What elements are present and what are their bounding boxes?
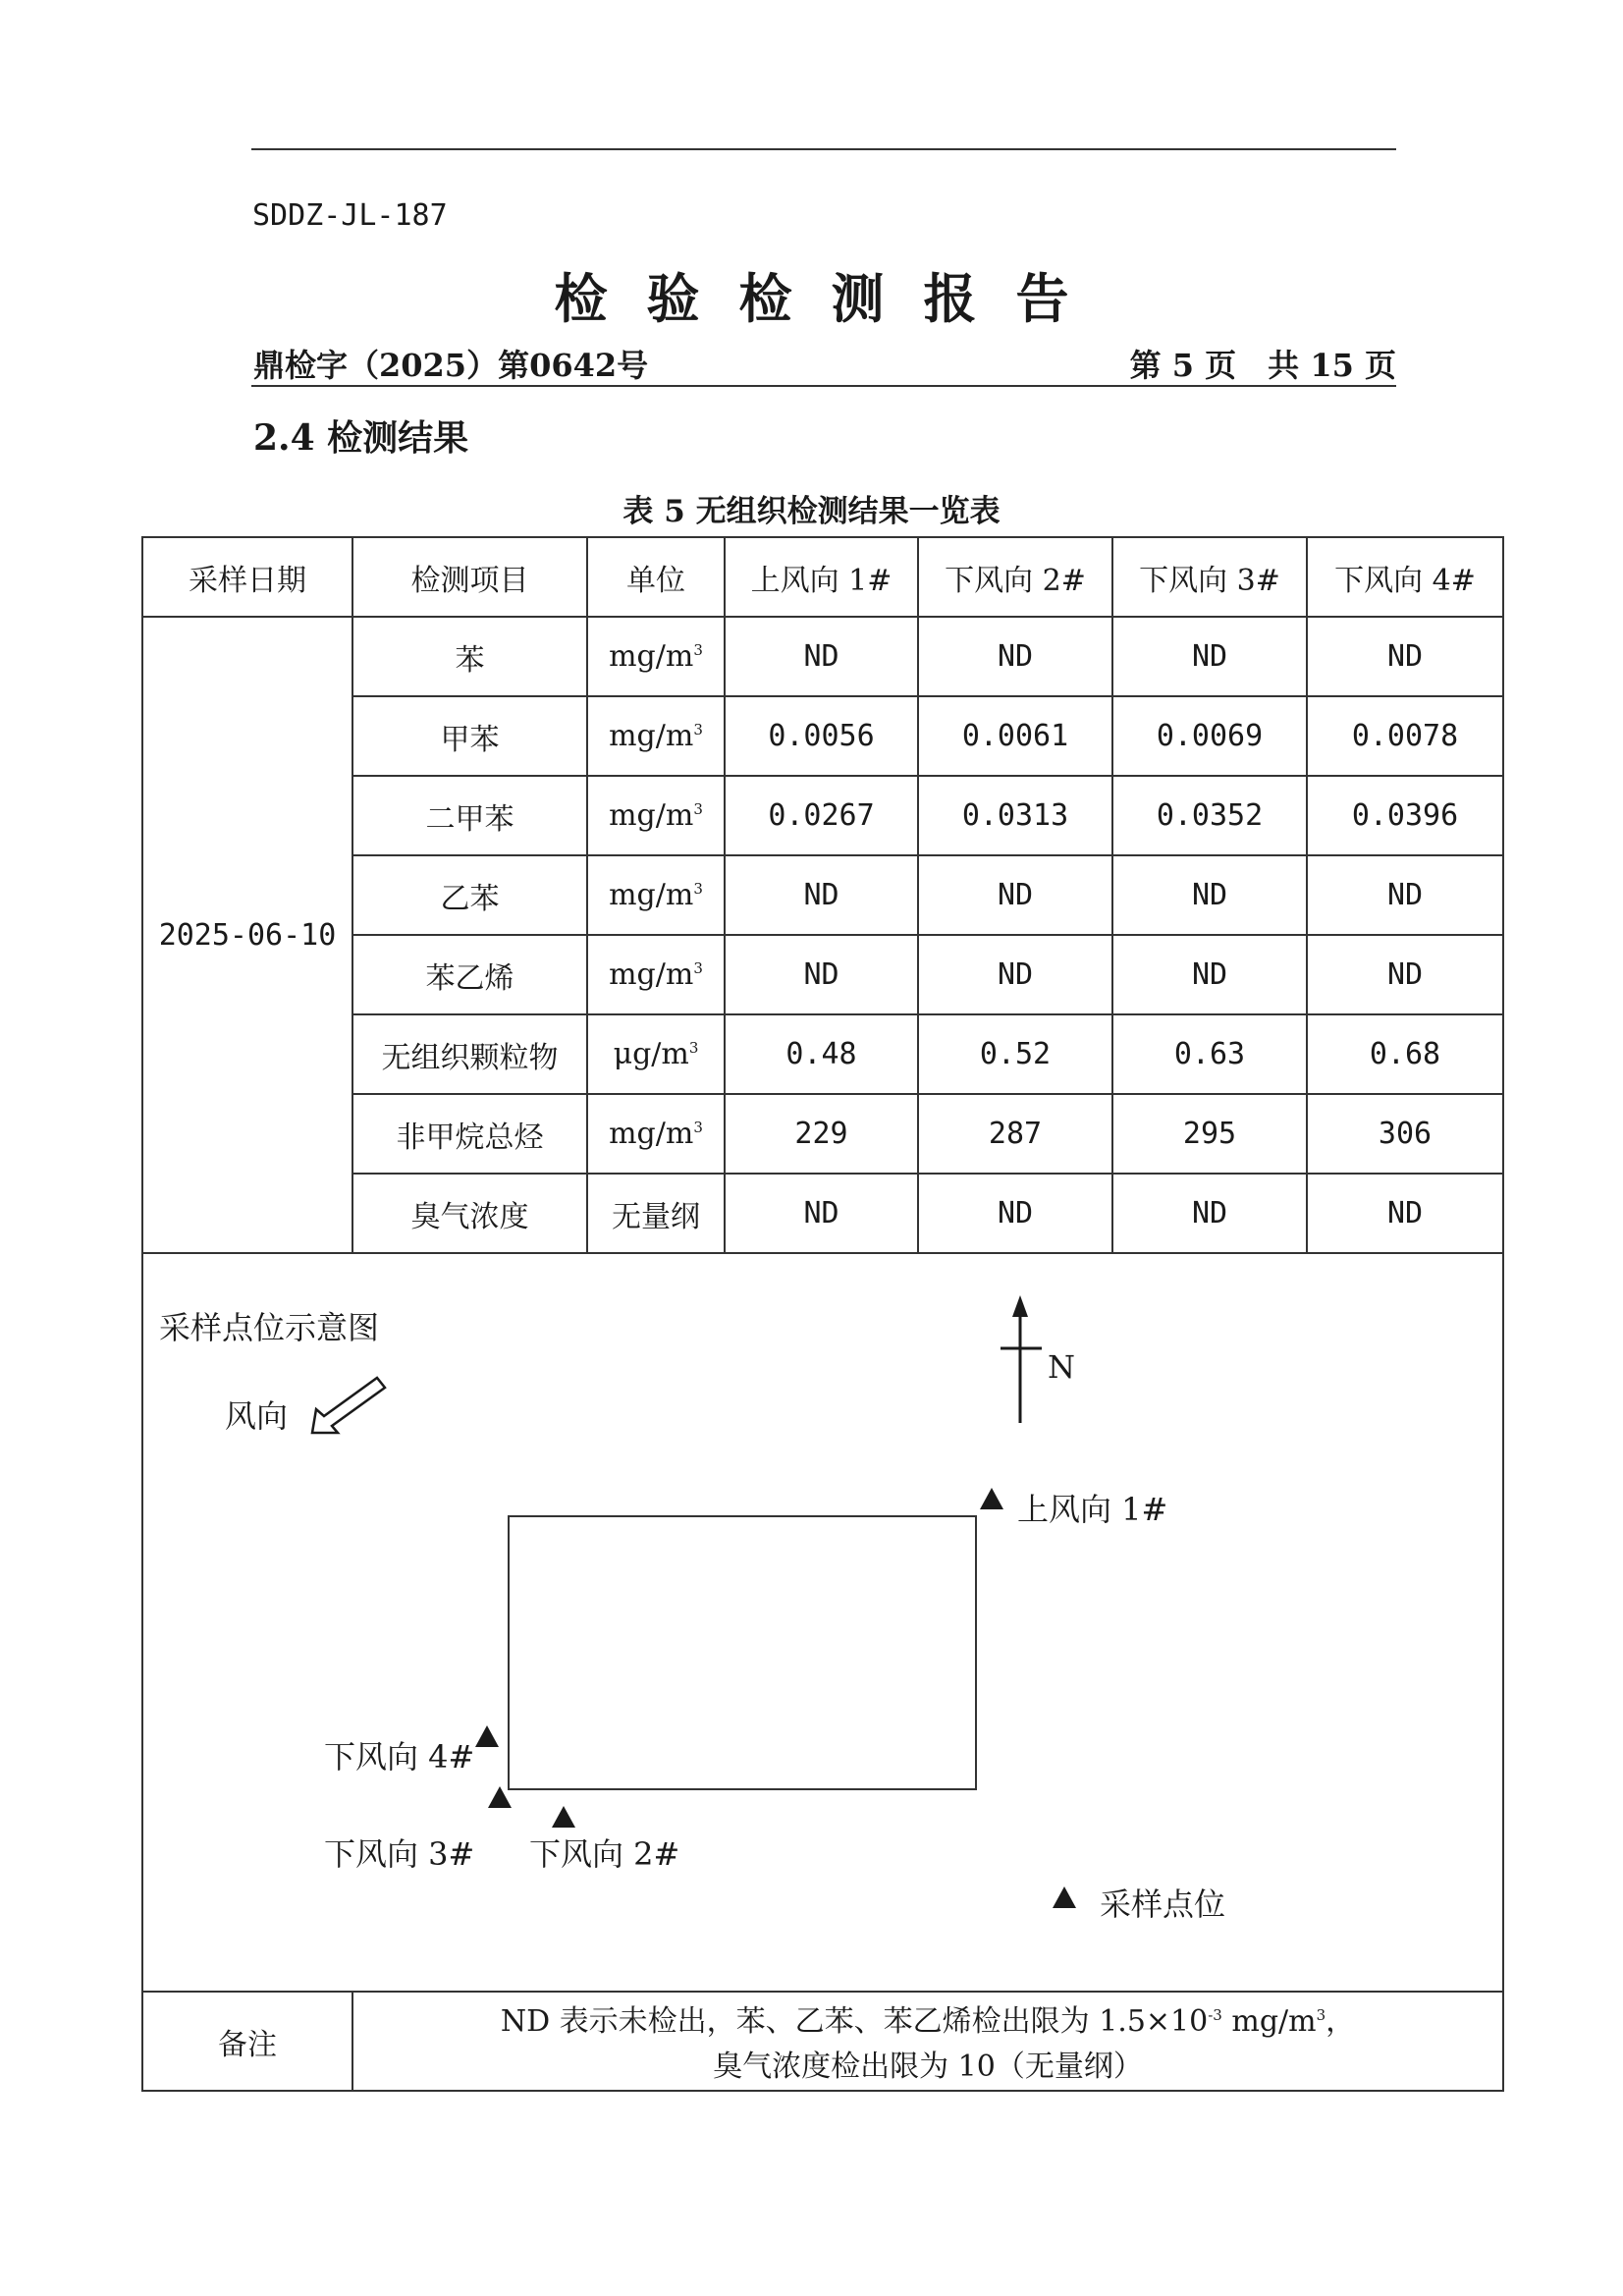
item-cell: 二甲苯	[352, 776, 587, 855]
sampling-diagram	[143, 1254, 1502, 1991]
value-cell: ND	[725, 935, 918, 1014]
column-header: 下风向 4#	[1307, 537, 1503, 617]
value-cell: 295	[1112, 1094, 1307, 1174]
report-title: 检验检测报告	[554, 267, 1109, 330]
value-cell: 306	[1307, 1094, 1503, 1174]
unit-cell	[587, 935, 725, 1014]
notes-line-1	[353, 1993, 1502, 2045]
value-cell: ND	[725, 1174, 918, 1253]
value-cell: ND	[1307, 855, 1503, 935]
unit-cell	[587, 776, 725, 855]
unit-cell	[587, 1094, 725, 1174]
unit-base: mg/m	[609, 957, 694, 992]
notes-label: 备注	[142, 1992, 352, 2091]
table-row	[142, 617, 1503, 696]
column-header: 检测项目	[352, 537, 587, 617]
value-cell: ND	[1307, 617, 1503, 696]
notes-line-2: 臭气浓度检出限为 10（无量纲）	[713, 2050, 1143, 2084]
value-cell: 229	[725, 1094, 918, 1174]
value-cell: 0.0267	[725, 776, 918, 855]
unit-sup: 3	[693, 641, 703, 659]
unit-base: 无量纲	[612, 1199, 700, 1234]
notes-unit-sup: 3	[1316, 2006, 1326, 2024]
value-cell: ND	[1307, 935, 1503, 1014]
north-arrow-icon	[991, 1291, 1050, 1429]
item-cell: 非甲烷总烃	[352, 1094, 587, 1174]
unit-base: mg/m	[609, 639, 694, 674]
column-header: 单位	[587, 537, 725, 617]
table-caption: 表 5 无组织检测结果一览表	[622, 494, 1001, 529]
value-cell: ND	[1112, 935, 1307, 1014]
value-cell: ND	[1307, 1174, 1503, 1253]
column-header: 上风向 1#	[725, 537, 918, 617]
unit-sup: 3	[693, 1119, 703, 1136]
legend-label: 采样点位	[1100, 1886, 1226, 1923]
wind-arrow-icon	[306, 1372, 395, 1441]
unit-cell	[587, 855, 725, 935]
legend-marker	[1053, 1886, 1076, 1908]
notes-content	[352, 1992, 1503, 2091]
value-cell: 0.0313	[918, 776, 1112, 855]
table-header-row	[142, 537, 1503, 617]
notes-exponent: -3	[1208, 2006, 1222, 2024]
value-cell: ND	[918, 1174, 1112, 1253]
value-cell: ND	[725, 617, 918, 696]
value-cell: ND	[1112, 855, 1307, 935]
wind-label: 风向	[225, 1397, 289, 1435]
item-cell: 无组织颗粒物	[352, 1014, 587, 1094]
sampling-diagram-cell	[142, 1253, 1503, 1992]
unit-base: mg/m	[609, 1117, 694, 1151]
sampling-point-1-marker	[980, 1488, 1003, 1509]
notes-row	[142, 1992, 1503, 2091]
value-cell: ND	[1112, 1174, 1307, 1253]
sampling-point-4-marker	[475, 1725, 499, 1747]
value-cell: ND	[918, 935, 1112, 1014]
north-label: N	[1048, 1348, 1075, 1386]
sampling-point-3-marker	[488, 1786, 512, 1808]
value-cell: 0.0069	[1112, 696, 1307, 776]
value-cell: ND	[1112, 617, 1307, 696]
item-cell: 臭气浓度	[352, 1174, 587, 1253]
unit-cell	[587, 617, 725, 696]
value-cell: 0.68	[1307, 1014, 1503, 1094]
diagram-row	[142, 1253, 1503, 1992]
header-top-rule	[251, 148, 1396, 150]
unit-base: μg/m	[613, 1037, 689, 1071]
unit-sup: 3	[693, 959, 703, 977]
diagram-title: 采样点位示意图	[159, 1309, 380, 1346]
item-cell: 苯	[352, 617, 587, 696]
unit-cell	[587, 1014, 725, 1094]
item-cell: 苯乙烯	[352, 935, 587, 1014]
sampling-point-2-label: 下风向 2#	[529, 1835, 680, 1873]
document-code: SDDZ-JL-187	[252, 198, 448, 233]
column-header: 下风向 3#	[1112, 537, 1307, 617]
value-cell: 0.0078	[1307, 696, 1503, 776]
column-header: 下风向 2#	[918, 537, 1112, 617]
unit-sup: 3	[693, 880, 703, 898]
unit-base: mg/m	[609, 798, 694, 833]
value-cell: 0.52	[918, 1014, 1112, 1094]
sampling-point-1-label: 上风向 1#	[1017, 1491, 1168, 1528]
value-cell: ND	[725, 855, 918, 935]
value-cell: 287	[918, 1094, 1112, 1174]
results-table	[141, 536, 1504, 2092]
unit-sup: 3	[693, 800, 703, 818]
unit-cell	[587, 696, 725, 776]
notes-unit: mg/m	[1221, 2004, 1317, 2039]
unit-sup: 3	[688, 1039, 699, 1057]
unit-cell	[587, 1174, 725, 1253]
page-info: 第 5 页 共 15 页	[1129, 347, 1396, 384]
unit-base: mg/m	[609, 719, 694, 753]
value-cell: 0.0396	[1307, 776, 1503, 855]
sampling-point-4-label: 下风向 4#	[324, 1738, 475, 1776]
value-cell: 0.0352	[1112, 776, 1307, 855]
value-cell: 0.48	[725, 1014, 918, 1094]
value-cell: ND	[918, 855, 1112, 935]
site-boundary	[508, 1515, 977, 1790]
item-cell: 乙苯	[352, 855, 587, 935]
unit-base: mg/m	[609, 878, 694, 912]
notes-line-1-text: ND 表示未检出，苯、乙苯、苯乙烯检出限为 1.5×10	[500, 2004, 1209, 2039]
report-number: 鼎检字（2025）第0642号	[253, 347, 649, 384]
value-cell: ND	[918, 617, 1112, 696]
unit-sup: 3	[693, 721, 703, 738]
header-bottom-rule	[251, 385, 1396, 387]
value-cell: 0.0056	[725, 696, 918, 776]
section-heading: 2.4 检测结果	[253, 417, 469, 459]
value-cell: 0.63	[1112, 1014, 1307, 1094]
sampling-point-3-label: 下风向 3#	[324, 1835, 475, 1873]
sampling-date-cell: 2025-06-10	[142, 617, 352, 1253]
value-cell: 0.0061	[918, 696, 1112, 776]
sampling-point-2-marker	[552, 1806, 575, 1828]
column-header: 采样日期	[142, 537, 352, 617]
notes-suffix: ，	[1325, 2004, 1356, 2039]
item-cell: 甲苯	[352, 696, 587, 776]
